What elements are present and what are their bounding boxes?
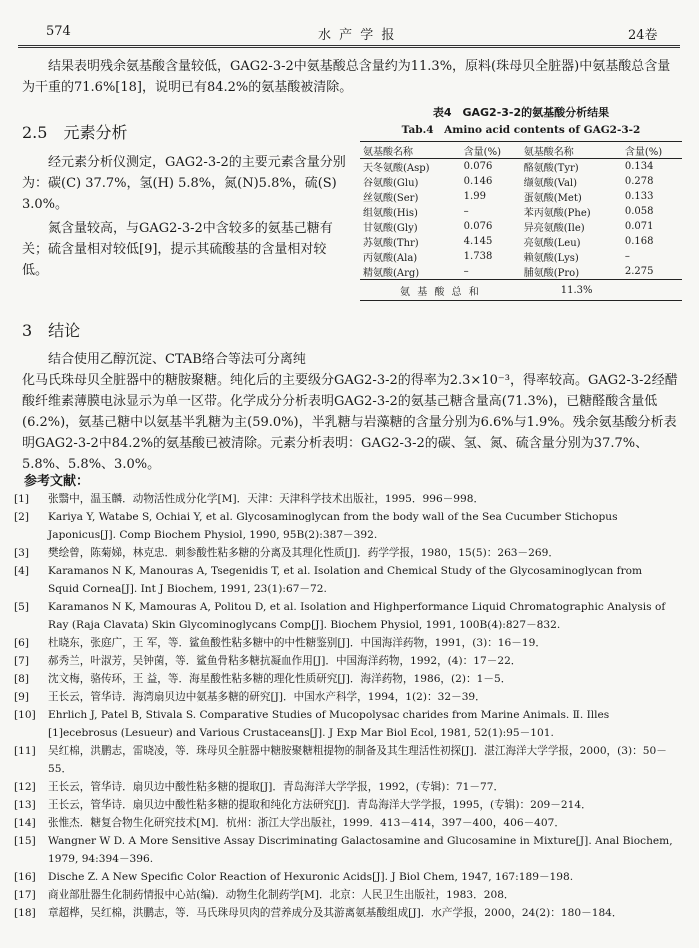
reference-number: [6]	[14, 637, 30, 649]
reference-text: Dische Z. A New Specific Color Reaction of Hexuronic Acids[J]. J Biol Chem, 1947, 167:189－198.	[48, 871, 574, 883]
table-row	[360, 174, 682, 189]
reference-item	[0, 778, 676, 796]
volume-label: 24卷	[628, 28, 658, 43]
table-row	[360, 204, 682, 219]
table-cell: 缬氨酸(Val)	[523, 178, 578, 189]
table-cell: 1.99	[463, 191, 486, 202]
reference-number: [2]	[14, 511, 30, 523]
table-row	[360, 249, 682, 264]
table-cell: 4.145	[463, 236, 493, 247]
reference-item	[0, 796, 676, 814]
table-cell: 脯氨酸(Pro)	[523, 268, 580, 279]
table-cell: 赖氨酸(Lys)	[523, 253, 579, 264]
reference-text: Kariya Y, Watabe S, Ochiai Y, et al. Glycosaminoglycan from the body wall of the Sea Cucumber Stichopus Japonicus[J]. Comp Biochem Physiol, 1990, 95B(2):387－392.	[48, 511, 618, 541]
table-cell: –	[624, 251, 630, 262]
table-cell: 0.168	[624, 236, 654, 247]
table-row	[360, 234, 682, 249]
reference-number: [16]	[14, 871, 36, 883]
table-total-row	[360, 280, 682, 301]
table-4-title-en: Tab.4 Amino acid contents of GAG2-3-2	[401, 124, 641, 136]
table-cell: 丙氨酸(Ala)	[363, 253, 418, 264]
table-cell: 0.278	[624, 176, 654, 187]
reference-text: 章超桦，吴红棉，洪鹏志，等．马氏珠母贝肉的营养成分及其游离氨基酸组成[J]．水产学报，2000，24(2)：180－184．	[48, 907, 623, 919]
reference-number: [11]	[14, 745, 36, 757]
column-header: 氨基酸名称	[521, 142, 622, 159]
table-cell: 0.071	[624, 221, 654, 232]
section-2-5-para1: 经元素分析仪测定，GAG2-3-2的主要元素含量分别为：碳(C) 37.7%，氢(H) 5.8%，氮(N)5.8%，硫(S) 3.0%。	[22, 155, 346, 212]
table-row	[360, 219, 682, 234]
page-number: 574	[46, 24, 71, 39]
reference-text: Ehrlich J, Patel B, Stivala S. Comparative Studies of Mucopolysac charides from Marine Animals. Ⅱ. Illes [1]ecebrosus (Lesueur) and Various Crustaceans[J]. J Exp Mar Biol Ecol, 1981, 52(1):95－101.	[48, 709, 610, 739]
reference-number: [4]	[14, 565, 30, 577]
table-row	[360, 189, 682, 204]
intro-paragraph: 结果表明残余氨基酸含量较低，GAG2-3-2中氨基酸总含量约为11.3%，原料(珠母贝全脏器)中氨基酸总含量为干重的71.6%[18]，说明已有84.2%的氨基酸被清除。	[22, 59, 671, 95]
conclusion-first-line: 结合使用乙醇沉淀、CTAB络合等法可分离纯	[48, 352, 306, 367]
table-4-title-cn: 表4 GAG2-3-2的氨基酸分析结果	[432, 106, 610, 119]
table-cell: 甘氨酸(Gly)	[363, 223, 418, 234]
section-2-5-heading: 2.5 元素分析	[22, 123, 128, 142]
reference-text: Karamanos N K, Mamouras A, Politou D, et al. Isolation and Highperformance Liquid Chromatographic Analysis of Ray (Raja Clavata) Skin Glycominoglycans Comp[J]. Biochem Physiol, 1991, 100B(4):827－832.	[48, 601, 666, 631]
reference-number: [1]	[14, 493, 30, 505]
table-4	[360, 104, 682, 301]
reference-text: Karamanos N K, Manouras A, Tsegenidis T, et al. Isolation and Chemical Study of the Glycosaminoglycan from Squid Cornea[J]. Int J Biochem, 1991, 23(1):67－72.	[48, 565, 643, 595]
table-cell: 0.058	[624, 206, 654, 217]
reference-item	[0, 598, 676, 634]
reference-item	[0, 670, 676, 688]
table-cell: 谷氨酸(Glu)	[363, 178, 419, 189]
column-header: 含量(%)	[461, 142, 521, 159]
header-rule	[18, 45, 680, 46]
table-cell: 0.133	[624, 191, 654, 202]
table-header-row	[360, 142, 682, 159]
table-cell: 0.134	[624, 161, 654, 172]
table-row	[360, 159, 682, 175]
reference-text: 杜晓东，张庭广，王 军，等．鲨鱼酸性粘多糖中的中性糖鉴别[J]．中国海洋药物，1991，(3)：16－19．	[48, 637, 546, 649]
reference-item	[0, 562, 676, 598]
reference-text: 张翳中，温玉麟．动物活性成分化学[M]．天津：天津科学技术出版社，1995．996－998．	[48, 493, 485, 505]
table-cell: 组氨酸(His)	[363, 208, 418, 219]
amino-acid-table	[360, 141, 682, 301]
reference-item	[0, 742, 676, 778]
reference-item	[0, 868, 676, 886]
section-2-5-para2: 氮含量较高，与GAG2-3-2中含较多的氨基己糖有关；硫含量相对较低[9]，提示其硫酸基的含量相对较低。	[22, 221, 333, 278]
table-cell: –	[463, 266, 469, 277]
reference-item	[0, 490, 676, 508]
reference-number: [9]	[14, 691, 30, 703]
reference-item	[0, 652, 676, 670]
reference-item	[0, 706, 676, 742]
reference-list	[0, 490, 676, 922]
reference-text: 王长云，管华诗．扇贝边中酸性粘多糖的提取[J]．青岛海洋大学学报，1992，(专辑)：71－77．	[48, 781, 505, 793]
column-header: 含量(%)	[622, 142, 682, 159]
table-cell: 2.275	[624, 266, 654, 277]
header-rule-2	[18, 47, 680, 48]
reference-item	[0, 508, 676, 544]
table-row	[360, 264, 682, 280]
reference-number: [5]	[14, 601, 30, 613]
reference-item	[0, 544, 676, 562]
reference-text: 樊绘曾，陈菊娣，林克忠．刺参酸性粘多糖的分离及其理化性质[J]．药学学报，1980，15(5)：263－269．	[48, 547, 559, 559]
references-heading: 参考文献：	[24, 474, 90, 489]
total-label: 氨 基 酸 总 和	[360, 280, 521, 301]
reference-item	[0, 904, 676, 922]
reference-item	[0, 832, 676, 868]
column-header: 氨基酸名称	[360, 142, 461, 159]
total-value: 11.3%	[521, 280, 682, 301]
reference-text: 商业部肚器生化制药情报中心站(编)．动物生化制药学[M]．北京：人民卫生出版社，1983．208．	[48, 889, 515, 901]
table-cell: 0.146	[463, 176, 493, 187]
reference-number: [10]	[14, 709, 36, 721]
table-cell: 亮氨酸(Leu)	[523, 238, 581, 249]
reference-item	[0, 814, 676, 832]
reference-text: 张惟杰．糖复合物生化研究技术[M]．杭州：浙江大学出版社，1999．413－414，397－400，406－407．	[48, 817, 565, 829]
reference-text: 沈文梅，骆传环，王 益，等．海星酸性粘多糖的理化性质研究[J]．海洋药物，1986，(2)：1－5．	[48, 673, 512, 685]
reference-text: Wangner W D. A More Sensitive Assay Discriminating Galactosamine and Glucosamine in Mixture[J]. Anal Biochem, 1979, 94:394－396.	[48, 835, 673, 865]
section-3-heading: 3 结论	[22, 321, 81, 340]
reference-text: 吴红棉，洪鹏志，雷晓凌，等．珠母贝全脏器中糖胺聚糖粗提物的制备及其生理活性初探[J]．湛江海洋大学学报，2000，(3)：50－55．	[48, 745, 667, 775]
reference-number: [14]	[14, 817, 36, 829]
table-cell: 丝氨酸(Ser)	[363, 193, 419, 204]
reference-number: [18]	[14, 907, 36, 919]
reference-text: 郝秀兰，叶淑芳，吴钟菌，等．鲨鱼骨粘多糖抗凝血作用[J]．中国海洋药物，1992，(4)：17－22．	[48, 655, 522, 667]
table-cell: 苯丙氨酸(Phe)	[523, 208, 591, 219]
conclusion-paragraph: 化马氏珠母贝全脏器中的糖胺聚糖。纯化后的主要级分GAG2-3-2的得率为2.3×10⁻³，得率较高。GAG2-3-2经醋酸纤维素薄膜电泳显示为单一区带。化学成分分析表明GAG2-3-2的氨基己糖含量高(71.3%)，已糖醛酸含量低(6.2%)，氨基己糖中以氨基半乳糖为主(59.0%)，半乳糖与岩藻糖的含量分别为6.6%与1.9%。残余氨基酸分析表明GAG2-3-2中84.2%的氨基酸已被清除。元素分析表明：GAG2-3-2的碳、氢、氮、硫含量分别为37.7%、5.8%、5.8%、3.0%。	[22, 373, 678, 472]
reference-text: 王长云，管华诗．扇贝边中酸性粘多糖的提取和纯化方法研究[J]．青岛海洋大学学报，1995，(专辑)：209－214．	[48, 799, 592, 811]
reference-item	[0, 634, 676, 652]
table-cell: 苏氨酸(Thr)	[363, 238, 419, 249]
reference-number: [8]	[14, 673, 30, 685]
table-cell: 0.076	[463, 161, 493, 172]
journal-title: 水 产 学 报	[318, 28, 397, 43]
table-cell: 异亮氨酸(Ile)	[523, 223, 585, 234]
reference-item	[0, 886, 676, 904]
reference-number: [12]	[14, 781, 36, 793]
table-cell: 蛋氨酸(Met)	[523, 193, 582, 204]
reference-item	[0, 688, 676, 706]
table-cell: 天冬氨酸(Asp)	[363, 163, 430, 174]
reference-number: [17]	[14, 889, 36, 901]
table-cell: 精氨酸(Arg)	[363, 268, 420, 279]
table-cell: 1.738	[463, 251, 493, 262]
table-cell: 0.076	[463, 221, 493, 232]
table-cell: 酪氨酸(Tyr)	[523, 163, 579, 174]
reference-number: [15]	[14, 835, 36, 847]
reference-number: [7]	[14, 655, 30, 667]
reference-number: [13]	[14, 799, 36, 811]
reference-text: 王长云，管华诗．海湾扇贝边中氨基多糖的研究[J]．中国水产科学，1994，1(2)：32－39．	[48, 691, 486, 703]
reference-number: [3]	[14, 547, 30, 559]
table-cell: –	[463, 206, 469, 217]
